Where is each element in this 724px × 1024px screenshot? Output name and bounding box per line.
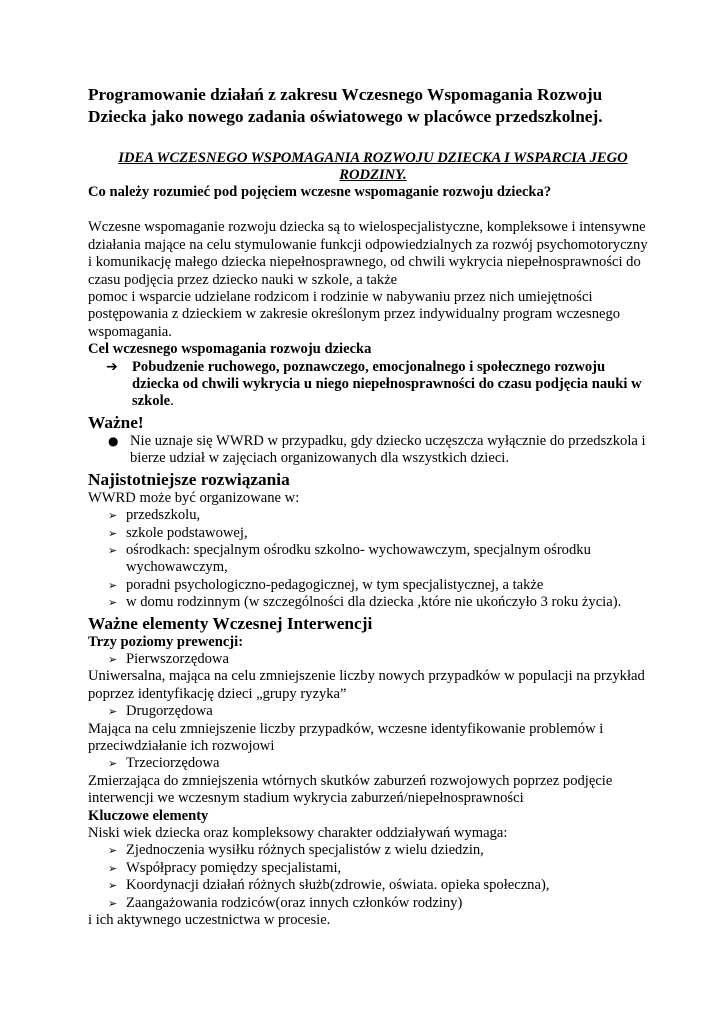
important-item	[88, 433, 648, 468]
triangle-bullet-icon: ➢	[108, 543, 118, 557]
level-secondary: ➢ Drugorzędowa	[108, 703, 213, 720]
triangle-bullet-icon: ➢	[108, 757, 118, 771]
list-item: ➢ szkole podstawowej,	[108, 524, 248, 541]
list-item: ➢ Zaangażowania rodziców(oraz innych członków rodziny)	[108, 894, 463, 911]
triangle-bullet-icon: ➢	[108, 652, 118, 666]
list-item: ➢ poradni psychologiczno-pedagogicznej, w tym specjalistycznej, a także	[108, 576, 544, 593]
level-secondary-desc: Mająca na celu zmniejszenie liczby przypadków, wczesne identyfikowanie problemów i przeciwdziałanie ich rozwojowi	[88, 720, 604, 754]
important-text: Nie uznaje się WWRD w przypadku, gdy dziecko uczęszcza wyłącznie do przedszkola i bierze udział w zajęciach organizowanych dla wszystkich dzieci.	[130, 432, 646, 467]
list-item: ➢ w domu rodzinnym (w szczególności dla dziecka ,które nie ukończyło 3 roku życia).	[108, 594, 622, 611]
goal-text: Pobudzenie ruchowego, poznawczego, emocjonalnego i społecznego rozwoju dziecka od chwili wykrycia u niego niepełnosprawności do czasu podjęcia nauki w szkole	[132, 358, 642, 410]
key-outro: i ich aktywnego uczestnictwa w procesie.	[88, 912, 331, 929]
document-page	[88, 84, 648, 929]
level-primary-desc: Uniwersalna, mająca na celu zmniejszenie liczby nowych przypadków w populacji na przykład poprzez identyfikację dzieci „grupy ryzyka”	[88, 668, 645, 702]
bullet-icon: ●	[108, 433, 119, 448]
important-heading: Ważne!	[88, 412, 144, 432]
goal-item	[88, 359, 648, 411]
question-heading: Co należy rozumieć pod pojęciem wczesne wspomaganie rozwoju dziecka?	[88, 184, 552, 200]
triangle-bullet-icon: ➢	[108, 596, 118, 610]
solutions-heading: Najistotniejsze rozwiązania	[88, 469, 290, 489]
key-list	[88, 842, 648, 912]
triangle-bullet-icon: ➢	[108, 879, 118, 893]
triangle-bullet-icon: ➢	[108, 509, 118, 523]
list-item: ➢ Współpracy pomiędzy specjalistami,	[108, 859, 342, 876]
document-title: Programowanie działań z zakresu Wczesnego Wspomagania Rozwoju Dziecka jako nowego zadania oświatowego w placówce przedszkolnej.	[88, 85, 603, 126]
key-heading: Kluczowe elementy	[88, 807, 209, 824]
elements-heading: Ważne elementy Wczesnej Interwencji	[88, 613, 373, 633]
solutions-intro: WWRD może być organizowane w:	[88, 489, 300, 506]
goal-text-end: .	[170, 393, 174, 410]
level-primary: ➢ Pierwszorzędowa	[108, 650, 229, 667]
list-item: ➢ Zjednoczenia wysiłku różnych specjalistów z wielu dziedzin,	[108, 842, 484, 859]
key-intro: Niski wiek dziecka oraz kompleksowy charakter oddziaływań wymaga:	[88, 825, 508, 841]
goal-heading: Cel wczesnego wspomagania rozwoju dziecka	[88, 341, 372, 358]
definition-text-2: pomoc i wsparcie udzielane rodzicom i rodzinie w nabywaniu przez nich umiejętności postępowania z dzieckiem w zakresie określonym przez indywidualny program wczesnego wspomagania.	[88, 289, 621, 340]
triangle-bullet-icon: ➢	[108, 705, 118, 719]
idea-heading: IDEA WCZESNEGO WSPOMAGANIA ROZWOJU DZIECKA I WSPARCIA JEGO RODZINY.	[118, 150, 628, 183]
list-item: ➢ Koordynacji działań różnych służb(zdrowie, oświata. opieka społeczna),	[108, 877, 550, 894]
definition-paragraph	[88, 219, 648, 341]
arrow-right-icon: ➔	[106, 358, 118, 375]
level-tertiary: ➢ Trzeciorzędowa	[108, 755, 220, 772]
solutions-list	[88, 507, 648, 611]
triangle-bullet-icon: ➢	[108, 526, 118, 540]
triangle-bullet-icon: ➢	[108, 896, 118, 910]
list-item: ➢ ośrodkach: specjalnym ośrodku szkolno- wychowawczym, specjalnym ośrodku wychowawczym,	[108, 541, 591, 576]
list-item: ➢ przedszkolu,	[108, 507, 201, 524]
level-tertiary-desc: Zmierzająca do zmniejszenia wtórnych skutków zaburzeń rozwojowych poprzez podjęcie interwencji we wczesnym stadium wykrycia zaburzeń/niepełnosprawności	[88, 772, 613, 807]
triangle-bullet-icon: ➢	[108, 578, 118, 592]
definition-text: Wczesne wspomaganie rozwoju dziecka są to wielospecjalistyczne, kompleksowe i intensywne działania mające na celu stymulowanie funkcji odpowiedzialnych za rozwój psychomotoryczny i komunikację małego dziecka niepełnosprawnego, od chwili wykrycia niepełnosprawności do czasu podjęcia przez dziecko nauki w szkole, a także	[88, 219, 648, 288]
triangle-bullet-icon: ➢	[108, 844, 118, 858]
triangle-bullet-icon: ➢	[108, 861, 118, 875]
prevention-heading: Trzy poziomy prewencji:	[88, 633, 244, 650]
